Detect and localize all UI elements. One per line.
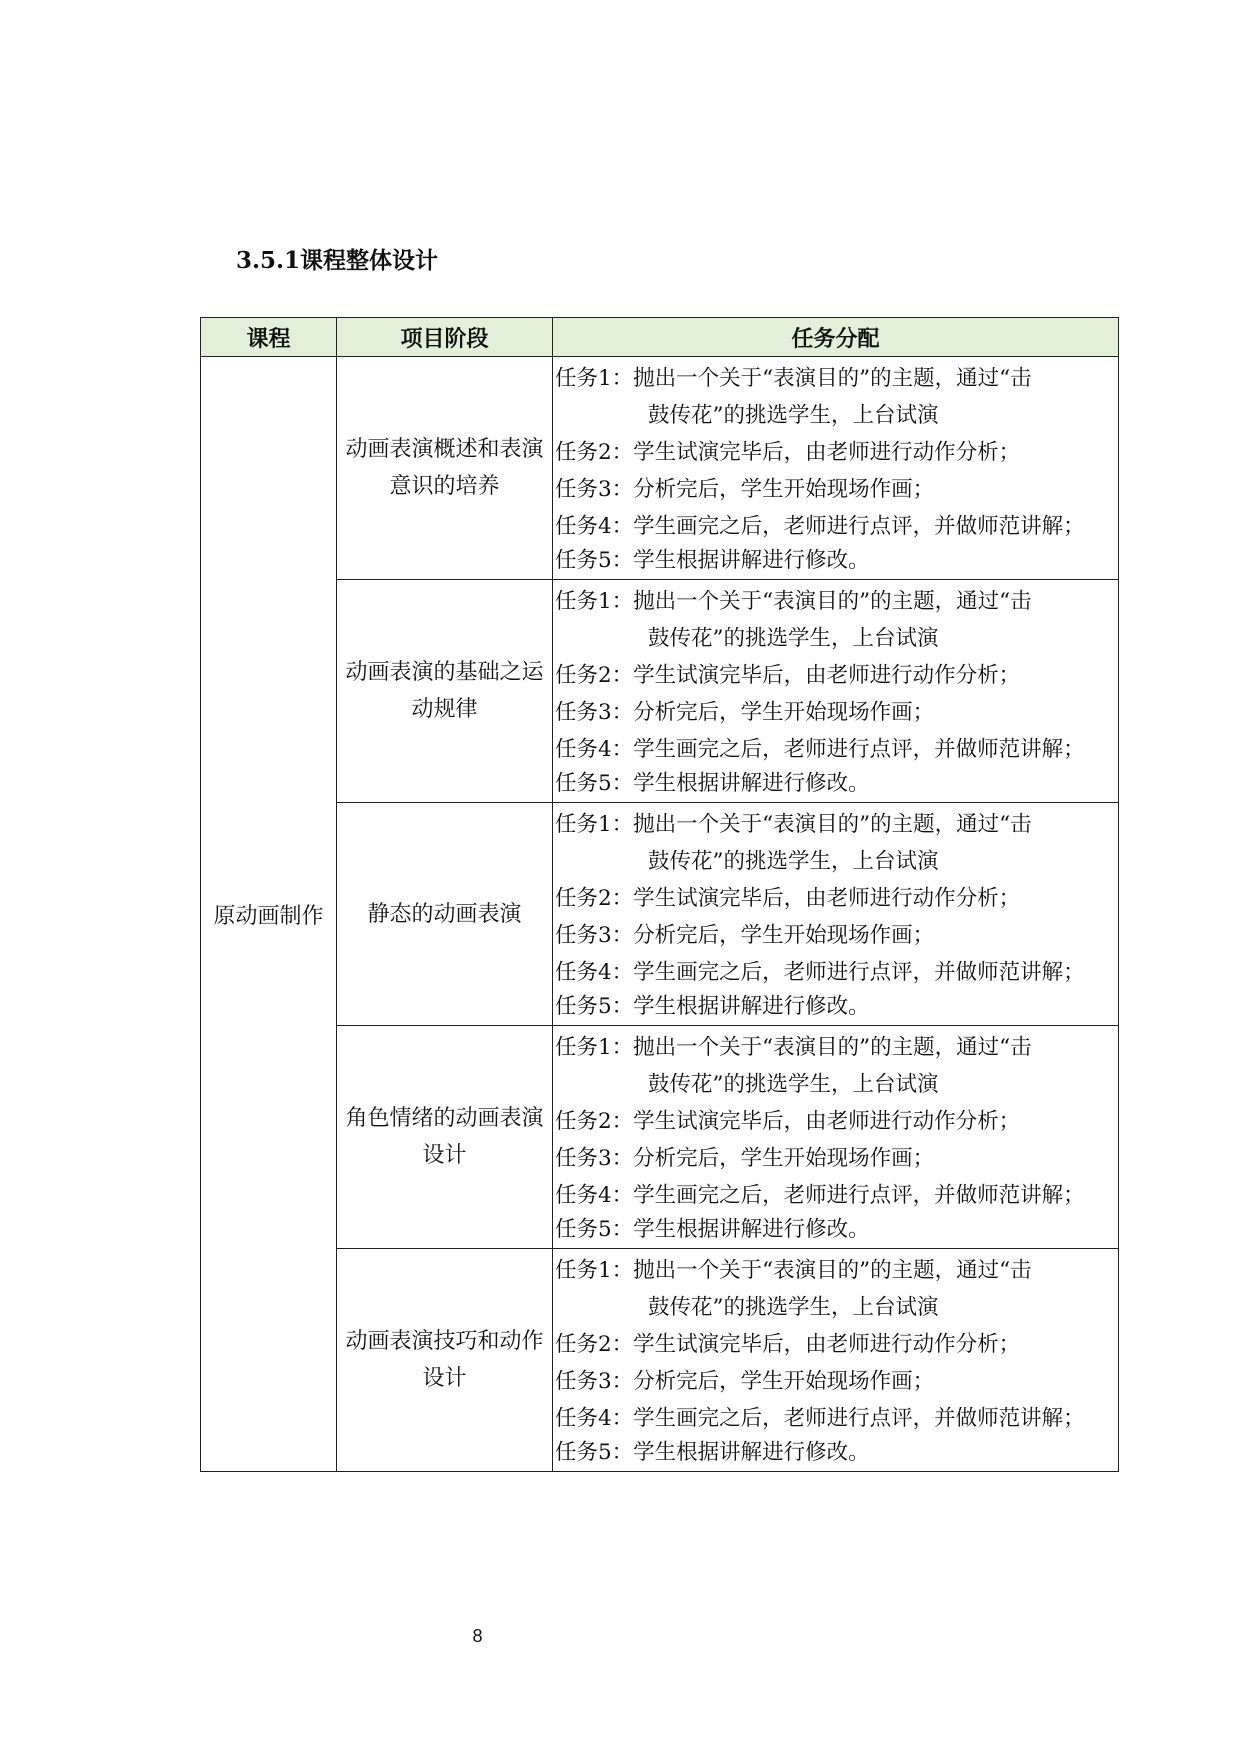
stage-name-cell: 静态的动画表演 — [337, 803, 553, 1026]
tasks-cell — [553, 1026, 1119, 1249]
task-line: 鼓传花”的挑选学生，上台试演 — [648, 625, 939, 651]
course-design-table — [200, 317, 1119, 1472]
task-line: 鼓传花”的挑选学生，上台试演 — [648, 1294, 939, 1320]
tasks-cell — [553, 1249, 1119, 1472]
task-line: 任务1：抛出一个关于“表演目的”的主题，通过“击 — [555, 811, 1032, 837]
page-number: 8 — [472, 1626, 483, 1646]
header-tasks: 任务分配 — [553, 318, 1119, 357]
task-line: 任务4：学生画完之后，老师进行点评，并做师范讲解； — [555, 959, 1085, 985]
task-line: 任务5：学生根据讲解进行修改。 — [555, 993, 870, 1019]
stage-name-cell: 动画表演的基础之运动规律 — [337, 580, 553, 803]
table-row — [201, 803, 1119, 1026]
tasks-cell — [553, 803, 1119, 1026]
task-line: 任务3：分析完后，学生开始现场作画； — [555, 699, 935, 725]
table-row — [201, 580, 1119, 803]
stage-name-cell: 角色情绪的动画表演设计 — [337, 1026, 553, 1249]
task-line: 任务2：学生试演完毕后，由老师进行动作分析； — [555, 885, 1021, 911]
task-line: 鼓传花”的挑选学生，上台试演 — [648, 402, 939, 428]
tasks-cell — [553, 357, 1119, 580]
task-line: 任务4：学生画完之后，老师进行点评，并做师范讲解； — [555, 736, 1085, 762]
table-row — [201, 357, 1119, 580]
stage-name-cell: 动画表演技巧和动作设计 — [337, 1249, 553, 1472]
task-line: 任务5：学生根据讲解进行修改。 — [555, 547, 870, 573]
table-header-row — [201, 318, 1119, 357]
task-line: 任务2：学生试演完毕后，由老师进行动作分析； — [555, 439, 1021, 465]
task-line: 任务3：分析完后，学生开始现场作画； — [555, 476, 935, 502]
section-title: 3.5.1课程整体设计 — [236, 247, 439, 274]
task-line: 任务2：学生试演完毕后，由老师进行动作分析； — [555, 1331, 1021, 1357]
task-line: 任务3：分析完后，学生开始现场作画； — [555, 922, 935, 948]
task-line: 任务1：抛出一个关于“表演目的”的主题，通过“击 — [555, 588, 1032, 614]
task-line: 任务4：学生画完之后，老师进行点评，并做师范讲解； — [555, 1405, 1085, 1431]
task-line: 任务2：学生试演完毕后，由老师进行动作分析； — [555, 662, 1021, 688]
task-line: 任务4：学生画完之后，老师进行点评，并做师范讲解； — [555, 513, 1085, 539]
task-line: 任务5：学生根据讲解进行修改。 — [555, 1216, 870, 1242]
task-line: 任务1：抛出一个关于“表演目的”的主题，通过“击 — [555, 1034, 1032, 1060]
header-stage: 项目阶段 — [337, 318, 553, 357]
task-line: 任务3：分析完后，学生开始现场作画； — [555, 1368, 935, 1394]
task-line: 鼓传花”的挑选学生，上台试演 — [648, 848, 939, 874]
table-row — [201, 1026, 1119, 1249]
task-line: 任务5：学生根据讲解进行修改。 — [555, 770, 870, 796]
stage-name-cell: 动画表演概述和表演意识的培养 — [337, 357, 553, 580]
task-line: 任务2：学生试演完毕后，由老师进行动作分析； — [555, 1108, 1021, 1134]
table-row — [201, 1249, 1119, 1472]
tasks-cell — [553, 580, 1119, 803]
header-course: 课程 — [201, 318, 337, 357]
task-line: 任务4：学生画完之后，老师进行点评，并做师范讲解； — [555, 1182, 1085, 1208]
task-line: 鼓传花”的挑选学生，上台试演 — [648, 1071, 939, 1097]
task-line: 任务5：学生根据讲解进行修改。 — [555, 1439, 870, 1465]
task-line: 任务1：抛出一个关于“表演目的”的主题，通过“击 — [555, 1257, 1032, 1283]
task-line: 任务3：分析完后，学生开始现场作画； — [555, 1145, 935, 1171]
course-name-cell: 原动画制作 — [201, 357, 337, 1472]
task-line: 任务1：抛出一个关于“表演目的”的主题，通过“击 — [555, 365, 1032, 391]
